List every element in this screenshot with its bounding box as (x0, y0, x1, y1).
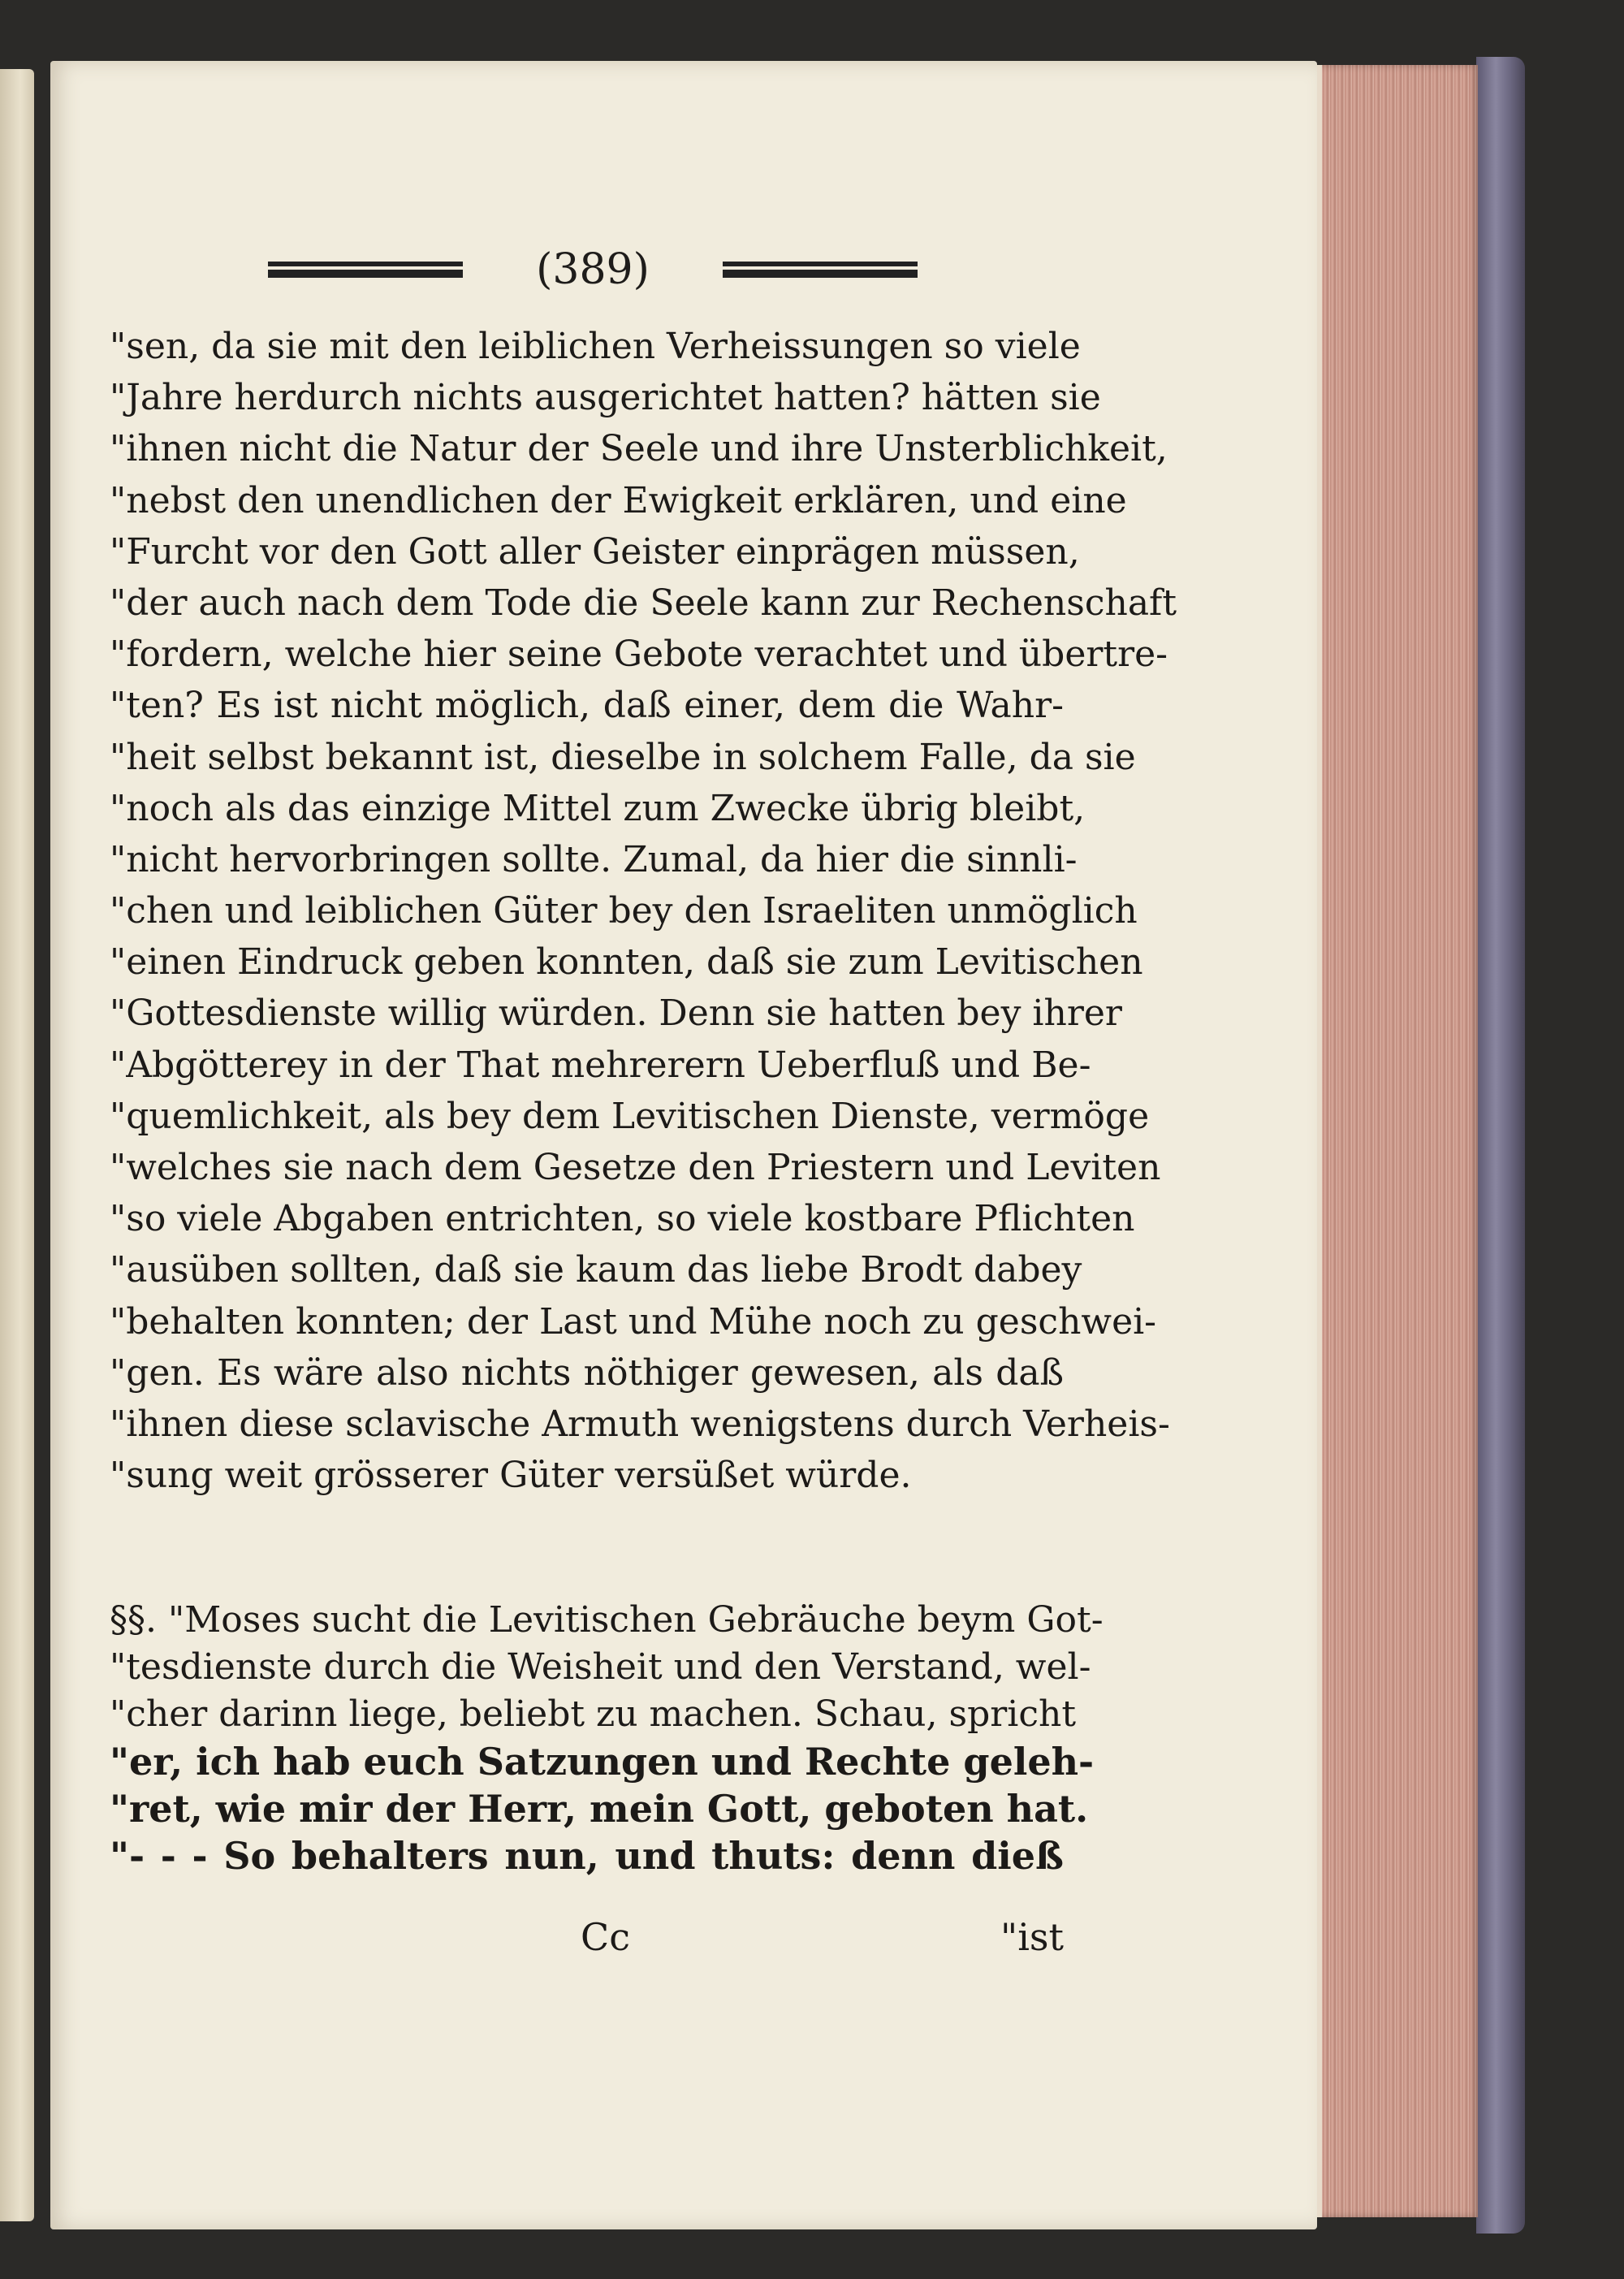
second-paragraph (110, 1597, 1104, 1879)
text-line: "fordern, welche hier seine Gebote verachtet und übertre- (110, 634, 1168, 676)
text-line: "Jahre herdurch nichts ausgerichtet hatten? hätten sie (110, 377, 1101, 419)
catchword: "ist (1000, 1915, 1064, 1959)
text-line: "nebst den unendlichen der Ewigkeit erklären, und eine (110, 479, 1127, 521)
text-line: "welches sie nach dem Gesetze den Priestern und Leviten (110, 1147, 1161, 1188)
text-line: "ten? Es ist nicht möglich, daß einer, dem die Wahr- (110, 685, 1064, 727)
facing-page-edge (0, 69, 34, 2221)
signature-mark: Cc (581, 1915, 630, 1959)
page-block-edge (1315, 65, 1478, 2217)
text-line: "ret, wie mir der Herr, mein Gott, geboten hat. (110, 1787, 1089, 1831)
text-line: "Gottesdienste willig würden. Denn sie hatten bey ihrer (110, 992, 1122, 1035)
text-line: "behalten konnten; der Last und Mühe noch zu geschwei- (110, 1300, 1157, 1343)
text-line: "gen. Es wäre also nichts nöthiger gewesen, als daß (110, 1351, 1064, 1394)
text-line: §§. "Moses sucht die Levitischen Gebräuche beym Got- (110, 1599, 1104, 1641)
page-number: (389) (536, 245, 650, 294)
text-line: "quemlichkeit, als bey dem Levitischen Dienste, vermöge (110, 1095, 1150, 1137)
text-line: "Abgötterey in der That mehrerern Ueberfluß und Be- (110, 1044, 1091, 1086)
header-rule-left (268, 262, 463, 279)
text-line: "ihnen nicht die Natur der Seele und ihre Unsterblichkeit, (110, 428, 1168, 470)
text-line: "so viele Abgaben entrichten, so viele kostbare Pflichten (110, 1198, 1135, 1240)
text-line: "cher darinn liege, beliebt zu machen. Schau, spricht (110, 1693, 1076, 1735)
text-line: "- - - So behalters nun, und thuts: denn dieß (110, 1834, 1064, 1878)
text-line: "sen, da sie mit den leiblichen Verheissungen so viele (110, 326, 1081, 367)
text-line: "heit selbst bekannt ist, dieselbe in solchem Falle, da sie (110, 736, 1136, 778)
text-line: "nicht hervorbringen sollte. Zumal, da hier die sinnli- (110, 838, 1078, 880)
main-paragraph (110, 321, 1177, 1501)
text-line: "tesdienste durch die Weisheit und den Verstand, wel- (110, 1646, 1091, 1688)
text-line: "er, ich hab euch Satzungen und Rechte geleh- (110, 1740, 1095, 1784)
text-line: "ihnen diese sclavische Armuth wenigstens durch Verheis- (110, 1403, 1170, 1445)
book-cover-edge (1476, 57, 1525, 2234)
text-line: "chen und leiblichen Güter bey den Israeliten unmöglich (110, 890, 1138, 932)
text-line: "sung weit grösserer Güter versüßet würde. (110, 1455, 912, 1497)
page-header (268, 244, 918, 309)
text-line: "noch als das einzige Mittel zum Zwecke übrig bleibt, (110, 787, 1086, 829)
text-line: "der auch nach dem Tode die Seele kann zur Rechenschaft (110, 582, 1177, 624)
text-line: "ausüben sollten, daß sie kaum das liebe Brodt dabey (110, 1249, 1082, 1291)
text-line: "einen Eindruck geben konnten, daß sie zum Levitischen (110, 941, 1143, 984)
text-line: "Furcht vor den Gott aller Geister einprägen müssen, (110, 530, 1080, 573)
header-rule-right (723, 262, 918, 279)
page-footer (110, 1909, 1064, 1965)
